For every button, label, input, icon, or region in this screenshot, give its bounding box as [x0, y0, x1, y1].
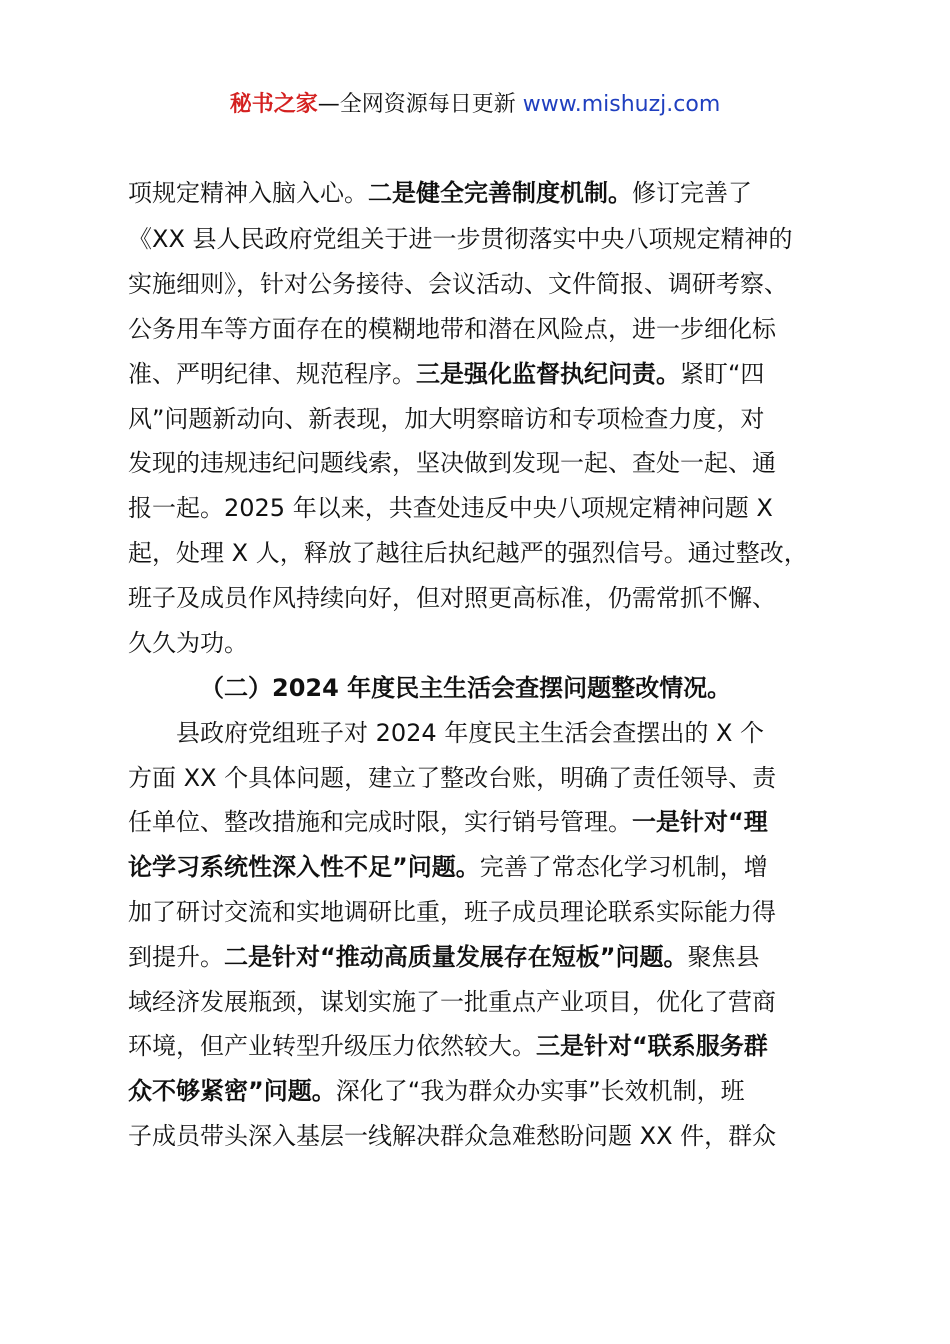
text-line: 项规定精神入脑入心。二是健全完善制度机制。修订完善了 [128, 179, 752, 207]
text-line: 风”问题新动向、新表现，加大明察暗访和专项检查力度，对 [128, 405, 765, 433]
page-header [0, 88, 950, 122]
text-line: 班子及成员作风持续向好，但对照更高标准，仍需常抓不懈、 [128, 584, 776, 612]
text-line: 公务用车等方面存在的模糊地带和潜在风险点，进一步细化标 [128, 315, 776, 343]
site-url[interactable]: www.mishuzj.com [522, 92, 721, 117]
header-slogan: —全网资源每日更新 [317, 92, 523, 117]
bold-phrase: 一是针对“理 [632, 808, 768, 836]
text-line: 加了研讨交流和实地调研比重，班子成员理论联系实际能力得 [128, 898, 776, 926]
bold-phrase: 二是健全完善制度机制。 [368, 179, 632, 207]
text-line: 方面 XX 个具体问题，建立了整改台账，明确了责任领导、责 [128, 764, 777, 792]
text-line: 起，处理 X 人，释放了越往后执纪越严的强烈信号。通过整改， [128, 539, 808, 567]
bold-phrase: 三是强化监督执纪问责。 [416, 360, 680, 388]
text-line: 发现的违规违纪问题线索，坚决做到发现一起、查处一起、通 [128, 449, 776, 477]
bold-phrase: 论学习系统性深入性不足”问题。 [128, 853, 480, 881]
text-line: 报一起。2025 年以来，共查处违反中央八项规定精神问题 X [128, 494, 773, 522]
bold-phrase: 二是针对“推动高质量发展存在短板”问题。 [224, 943, 688, 971]
text-line: 众不够紧密”问题。深化了“我为群众办实事”长效机制，班 [128, 1077, 745, 1105]
text-line: 任单位、整改措施和完成时限，实行销号管理。一是针对“理 [128, 808, 768, 836]
text-line: 准、严明纪律、规范程序。三是强化监督执纪问责。紧盯“四 [128, 360, 765, 388]
text-line: 《XX 县人民政府党组关于进一步贯彻落实中央八项规定精神的 [128, 225, 793, 253]
bold-phrase: 众不够紧密”问题。 [128, 1077, 336, 1105]
text-line: 实施细则》，针对公务接待、会议活动、文件简报、调研考察、 [128, 270, 788, 298]
bold-phrase: 三是针对“联系服务群 [536, 1032, 768, 1060]
text-line: 论学习系统性深入性不足”问题。完善了常态化学习机制，增 [128, 853, 768, 881]
text-line: 县政府党组班子对 2024 年度民主生活会查摆出的 X 个 [176, 719, 765, 747]
text-line: 到提升。二是针对“推动高质量发展存在短板”问题。聚焦县 [128, 943, 760, 971]
section-heading: （二）2024 年度民主生活会查摆问题整改情况。 [200, 674, 732, 702]
brand-name: 秘书之家 [229, 92, 318, 117]
text-line: 久久为功。 [128, 629, 248, 657]
text-line: 域经济发展瓶颈，谋划实施了一批重点产业项目，优化了营商 [128, 988, 776, 1016]
text-line: 子成员带头深入基层一线解决群众急难愁盼问题 XX 件，群众 [128, 1122, 777, 1150]
text-line: 环境，但产业转型升级压力依然较大。三是针对“联系服务群 [128, 1032, 768, 1060]
